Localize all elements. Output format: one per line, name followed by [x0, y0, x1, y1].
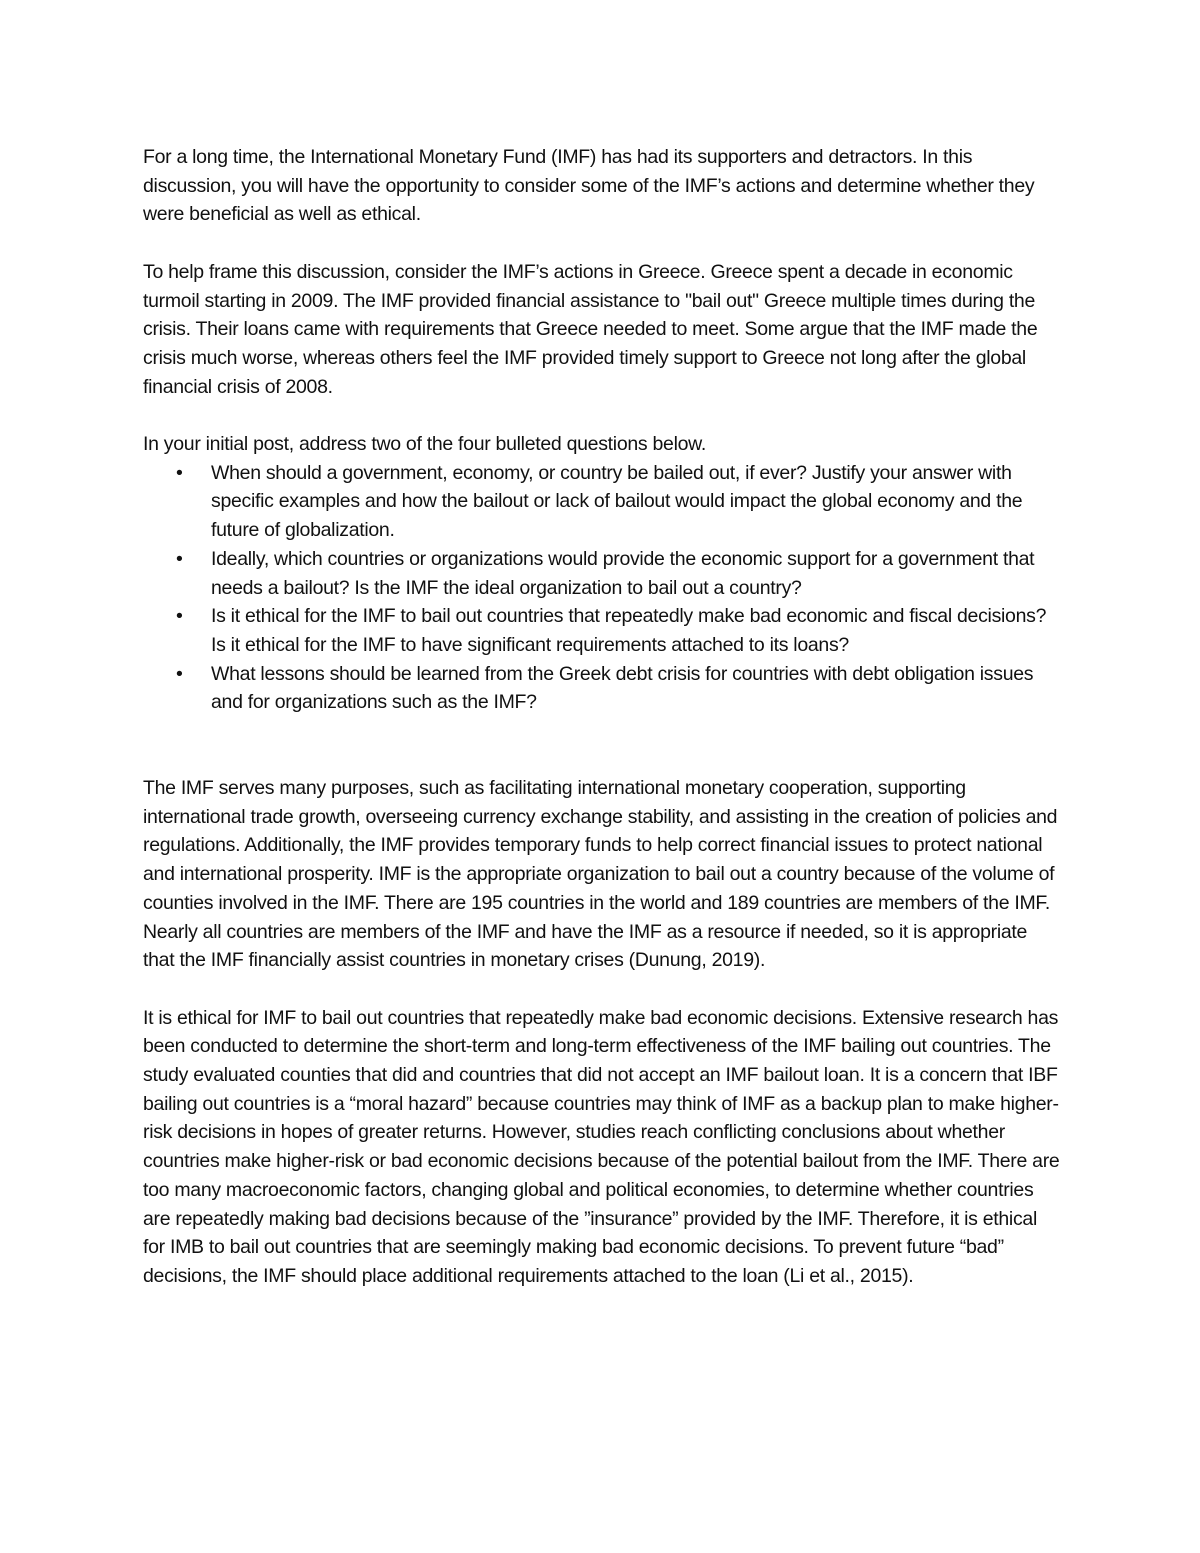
- response-paragraph-2: It is ethical for IMF to bail out countries that repeatedly make bad economic decisions. Extensive research has been conducted to determine the short-term and long-term effectiveness of the IMF bailing out countries. The study evaluated counties that did and countries that did not accept an IMF bailout loan. It is a concern that IBF bailing out countries is a “moral hazard” because countries may think of IMF as a backup plan to make higher-risk decisions in hopes of greater returns. However, studies reach conflicting conclusions about whether countries make higher-risk or bad economic decisions because of the potential bailout from the IMF. There are too many macroeconomic factors, changing global and political economies, to determine whether countries are repeatedly making bad decisions because of the ”insurance” provided by the IMF. Therefore, it is ethical for IMB to bail out countries that are seemingly making bad economic decisions. To prevent future “bad” decisions, the IMF should place additional requirements attached to the loan (Li et al., 2015).: [143, 1006, 1060, 1287]
- section-spacer: [143, 717, 1063, 774]
- document-page: [143, 143, 1063, 1319]
- list-item: [143, 459, 1063, 545]
- question-text: Ideally, which countries or organizations would provide the economic support for a government that needs a bailout? Is the IMF the ideal organization to bail out a country?: [211, 547, 1035, 599]
- bullet-icon: •: [176, 605, 183, 628]
- bullet-icon: •: [176, 662, 183, 685]
- list-item: [143, 545, 1063, 602]
- question-list: [143, 459, 1063, 717]
- frame-paragraph: To help frame this discussion, consider the IMF’s actions in Greece. Greece spent a decade in economic turmoil starting in 2009. The IMF provided financial assistance to "bail out" Greece multiple times during the crisis. Their loans came with requirements that Greece needed to meet. Some argue that the IMF made the crisis much worse, whereas others feel the IMF provided timely support to Greece not long after the global financial crisis of 2008.: [143, 260, 1038, 398]
- response-paragraph-1: The IMF serves many purposes, such as facilitating international monetary cooperation, supporting international trade growth, overseeing currency exchange stability, and assisting in the creation of policies and regulations. Additionally, the IMF provides temporary funds to help correct financial issues to protect national and international prosperity. IMF is the appropriate organization to bail out a country because of the volume of counties involved in the IMF. There are 195 countries in the world and 189 countries are members of the IMF. Nearly all countries are members of the IMF and have the IMF as a resource if needed, so it is appropriate that the IMF financially assist countries in monetary crises (Dunung, 2019).: [143, 777, 1058, 972]
- list-item: [143, 660, 1063, 717]
- question-text: What lessons should be learned from the Greek debt crisis for countries with debt obligation issues and for organizations such as the IMF?: [211, 662, 1034, 714]
- question-text: Is it ethical for the IMF to bail out countries that repeatedly make bad economic and fiscal decisions? Is it ethical for the IMF to have significant requirements attached to its loans?: [211, 605, 1047, 656]
- intro-paragraph: For a long time, the International Monetary Fund (IMF) has had its supporters and detractors. In this discussion, you will have the opportunity to consider some of the IMF’s actions and determine whether they were beneficial as well as ethical.: [143, 146, 1035, 226]
- bullet-icon: •: [176, 461, 183, 484]
- question-text: When should a government, economy, or country be bailed out, if ever? Justify your answer with specific examples and how the bailout or lack of bailout would impact the global economy and the future of globalization.: [211, 461, 1023, 542]
- bullet-icon: •: [176, 547, 183, 570]
- prompt-paragraph: In your initial post, address two of the four bulleted questions below.: [143, 433, 706, 455]
- list-item: [143, 602, 1063, 659]
